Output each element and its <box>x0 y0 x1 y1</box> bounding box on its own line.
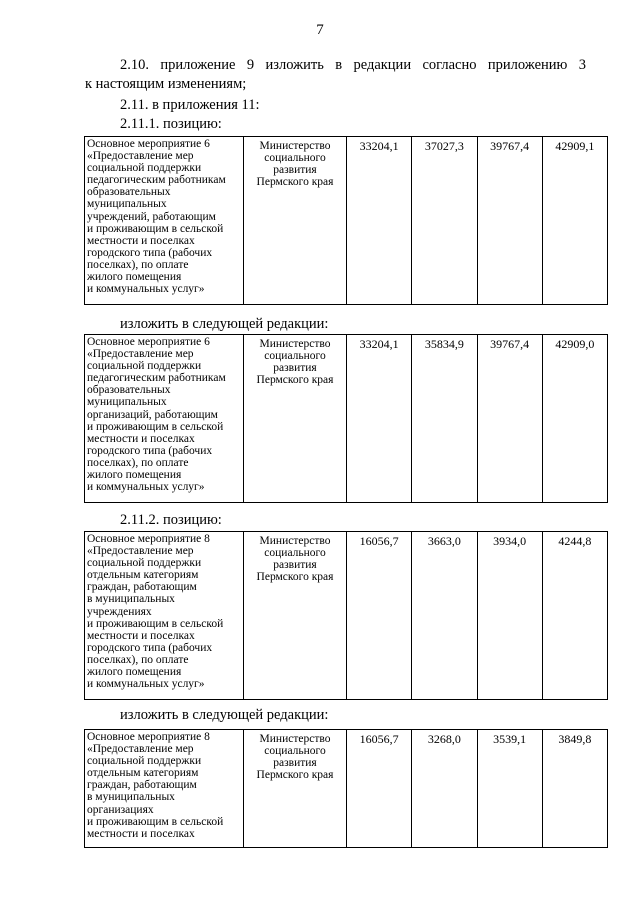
cell-line: развития <box>273 362 317 375</box>
cell-line: городского типа (рабочих <box>87 641 213 654</box>
position-table-old-6 <box>84 136 608 305</box>
cell-line: педагогическим работникам <box>87 372 226 385</box>
cell-line: и коммунальных услуг» <box>87 481 205 494</box>
cell-line: социального <box>264 152 326 165</box>
position-table-new-8 <box>84 729 608 848</box>
value-cell: 39767,4 <box>477 335 542 503</box>
cell-line: поселках), по оплате <box>87 258 189 271</box>
value-cell: 3849,8 <box>542 730 607 848</box>
cell-line: местности и поселках <box>87 629 195 642</box>
item-2-11-2-heading: 2.11.2. позицию: <box>120 512 222 528</box>
cell-line: педагогическим работникам <box>87 174 226 187</box>
cell-line: развития <box>273 164 317 177</box>
cell-line: «Предоставление мер <box>87 545 194 558</box>
item-2-10-text: 2.10. приложение 9 изложить в редакции согласно приложению 3 <box>120 57 586 73</box>
cell-line: Министерство <box>259 140 331 152</box>
value-cell: 16056,7 <box>347 532 412 700</box>
position-table-old-8 <box>84 531 608 700</box>
cell-line: жилого помещения <box>87 271 182 284</box>
cell-line: местности и поселках <box>87 234 195 247</box>
cell-line: Основное мероприятие 6 <box>87 336 210 348</box>
cell-line: развития <box>273 757 317 770</box>
cell-line: социального <box>264 350 326 363</box>
cell-line: муниципальных <box>87 396 167 409</box>
cell-line: Пермского края <box>256 769 334 782</box>
measure-name-cell <box>85 532 244 700</box>
value-cell: 3268,0 <box>412 730 477 848</box>
cell-line: Министерство <box>259 733 331 745</box>
value-cell: 42909,0 <box>542 335 607 503</box>
item-2-11-1-heading: 2.11.1. позицию: <box>120 116 222 132</box>
table-row <box>85 137 608 305</box>
cell-line: Министерство <box>259 535 331 547</box>
cell-line: «Предоставление мер <box>87 743 194 756</box>
cell-line: Министерство <box>259 338 331 350</box>
cell-line: в муниципальных <box>87 593 175 606</box>
cell-line: организаций, работающим <box>87 408 218 421</box>
cell-line: Основное мероприятие 8 <box>87 731 210 743</box>
responsible-cell <box>244 532 347 700</box>
cell-line: Пермского края <box>256 571 334 584</box>
cell-line: муниципальных <box>87 198 167 211</box>
page-number: 7 <box>316 22 324 38</box>
item-2-10-continuation: к настоящим изменениям; <box>85 76 247 92</box>
cell-line: Пермского края <box>256 176 334 189</box>
responsible-cell <box>244 335 347 503</box>
value-cell: 35834,9 <box>412 335 477 503</box>
cell-line: отдельным категориям <box>87 767 199 780</box>
position-table-new-6 <box>84 334 608 503</box>
cell-line: отдельным категориям <box>87 569 199 582</box>
value-cell: 3934,0 <box>477 532 542 700</box>
cell-line: и коммунальных услуг» <box>87 678 205 691</box>
cell-line: жилого помещения <box>87 666 182 679</box>
cell-line: Основное мероприятие 8 <box>87 533 210 545</box>
table-row <box>85 335 608 503</box>
cell-line: Основное мероприятие 6 <box>87 138 210 150</box>
cell-line: городского типа (рабочих <box>87 444 213 457</box>
cell-line: «Предоставление мер <box>87 150 194 163</box>
responsible-cell <box>244 730 347 848</box>
value-cell: 39767,4 <box>477 137 542 305</box>
cell-line: и коммунальных услуг» <box>87 283 205 296</box>
value-cell: 42909,1 <box>542 137 607 305</box>
value-cell: 37027,3 <box>412 137 477 305</box>
cell-line: граждан, работающим <box>87 779 197 792</box>
cell-line: социального <box>264 745 326 758</box>
cell-line: Пермского края <box>256 374 334 387</box>
value-cell: 33204,1 <box>347 137 412 305</box>
cell-line: социальной поддержки <box>87 360 202 373</box>
cell-line: поселках), по оплате <box>87 653 189 666</box>
cell-line: поселках), по оплате <box>87 456 189 469</box>
value-cell: 3663,0 <box>412 532 477 700</box>
cell-line: и проживающим в сельской <box>87 617 224 630</box>
cell-line: учреждений, работающим <box>87 210 216 223</box>
value-cell: 4244,8 <box>542 532 607 700</box>
cell-line: в муниципальных <box>87 791 175 804</box>
responsible-cell <box>244 137 347 305</box>
measure-name-cell <box>85 730 244 848</box>
cell-line: социальной поддержки <box>87 755 202 768</box>
value-cell: 3539,1 <box>477 730 542 848</box>
table-row <box>85 730 608 848</box>
value-cell: 16056,7 <box>347 730 412 848</box>
measure-name-cell <box>85 137 244 305</box>
replace-heading-2: изложить в следующей редакции: <box>120 707 329 723</box>
cell-line: жилого помещения <box>87 469 182 482</box>
replace-heading-1: изложить в следующей редакции: <box>120 316 329 332</box>
measure-name-cell <box>85 335 244 503</box>
cell-line: социального <box>264 547 326 560</box>
cell-line: и проживающим в сельской <box>87 222 224 235</box>
value-cell: 33204,1 <box>347 335 412 503</box>
item-2-11-heading: 2.11. в приложения 11: <box>120 97 260 113</box>
cell-line: социальной поддержки <box>87 557 202 570</box>
cell-line: городского типа (рабочих <box>87 246 213 259</box>
cell-line: и проживающим в сельской <box>87 815 224 828</box>
cell-line: граждан, работающим <box>87 581 197 594</box>
cell-line: развития <box>273 559 317 572</box>
cell-line: организациях <box>87 803 154 816</box>
cell-line: «Предоставление мер <box>87 348 194 361</box>
cell-line: образовательных <box>87 186 171 199</box>
cell-line: местности и поселках <box>87 432 195 445</box>
table-row <box>85 532 608 700</box>
cell-line: местности и поселках <box>87 827 195 840</box>
cell-line: социальной поддержки <box>87 162 202 175</box>
cell-line: учреждениях <box>87 605 152 618</box>
cell-line: и проживающим в сельской <box>87 420 224 433</box>
cell-line: образовательных <box>87 384 171 397</box>
